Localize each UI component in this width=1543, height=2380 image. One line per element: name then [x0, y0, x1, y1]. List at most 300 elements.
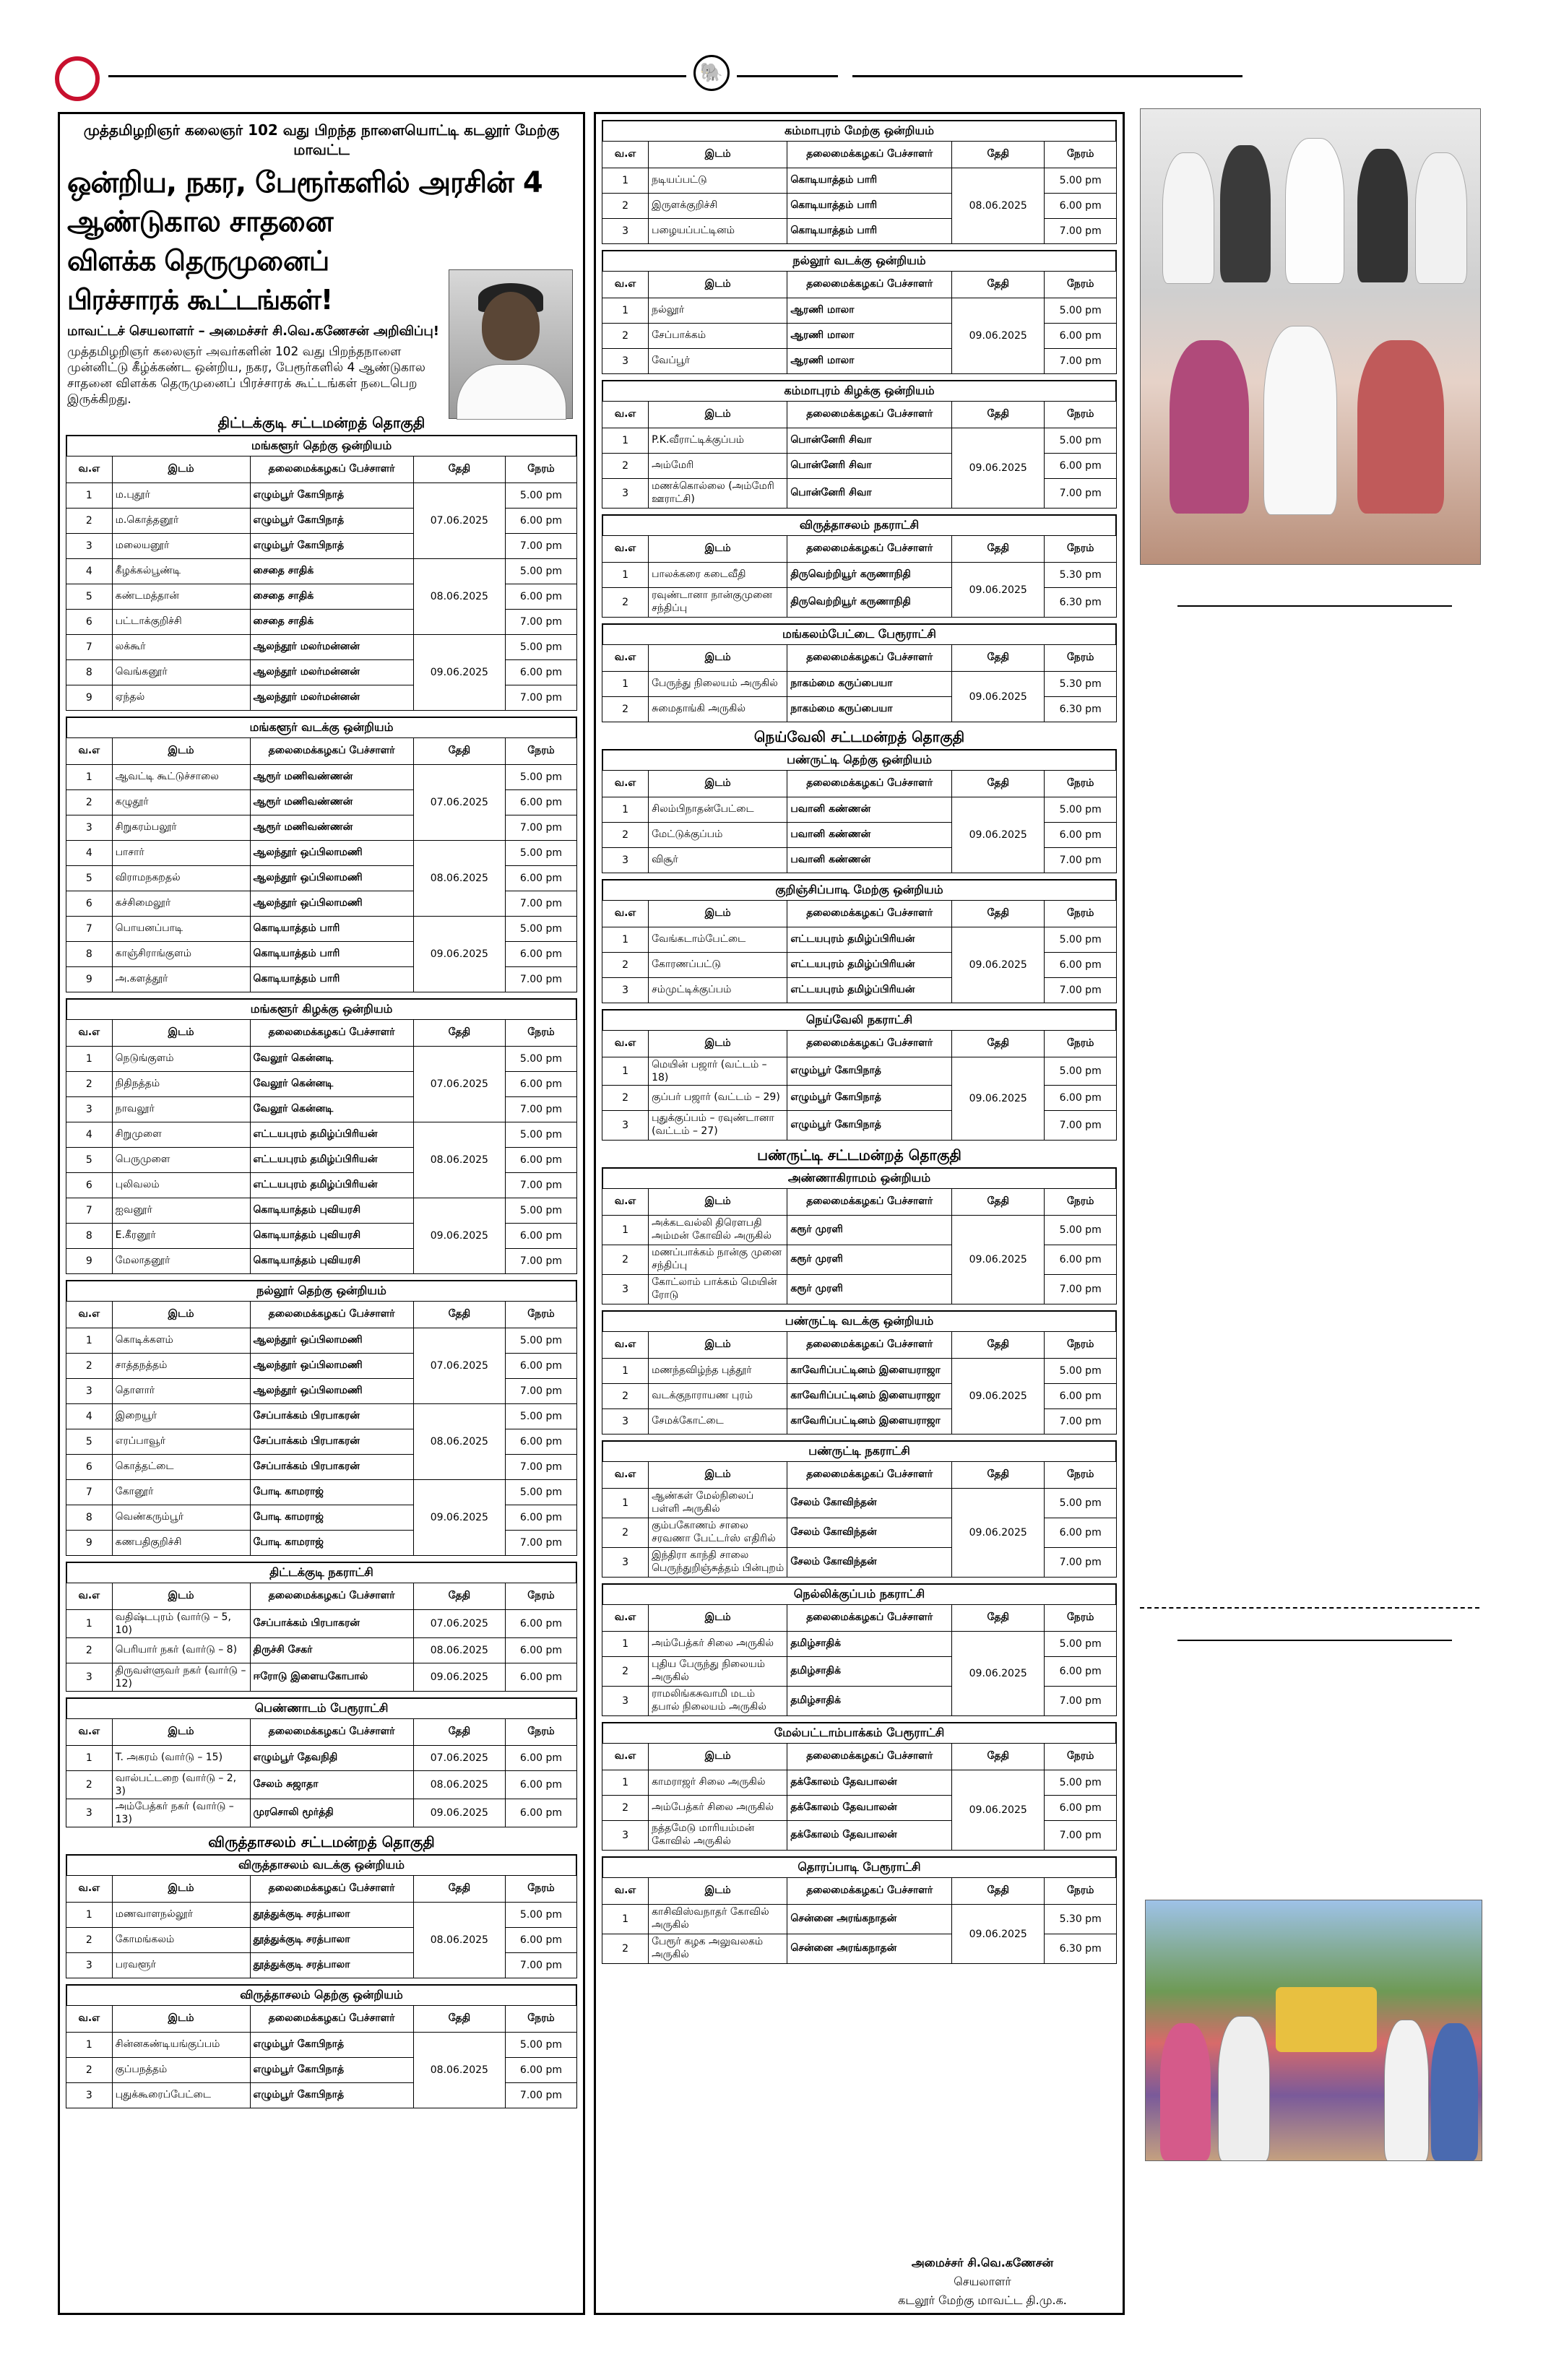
row-date: 09.06.2025 — [952, 1489, 1045, 1578]
row-time: 6.00 pm — [505, 1928, 576, 1953]
schedule-table — [66, 1301, 577, 1556]
row-place: பாலக்கரை கடைவீதி — [649, 563, 787, 588]
column-header-speaker: தலைமைக்கழகப் பேச்சாளர் — [787, 1744, 952, 1770]
column-header-place: இடம் — [649, 901, 787, 927]
column-header-no: வ.எ — [602, 1744, 649, 1770]
row-time: 5.00 pm — [1045, 927, 1117, 953]
row-speaker: சைதை சாதிக் — [250, 559, 413, 584]
schedule-block — [602, 1856, 1117, 1964]
row-place: சிலம்பிநாதன்பேட்டை — [649, 797, 787, 823]
row-place: கோரணப்பட்டு — [649, 953, 787, 978]
column-header-place: இடம் — [112, 1719, 250, 1746]
row-number: 4 — [66, 559, 113, 584]
row-time: 7.00 pm — [1045, 219, 1117, 244]
row-speaker: நாகம்மை கருப்பையா — [787, 697, 952, 722]
row-place: பேரூர் கழக அலுவலகம் அருகில் — [649, 1934, 787, 1964]
intro-text: முத்தமிழறிஞர் கலைஞர் அவர்களின் 102 வது பிறந்தநாளை முன்னிட்டு கீழ்க்கண்ட ஒன்றிய, நகர, பேரூர்களில் 4 ஆண்டுகால சாதனை விளக்க தெருமுனைப் பிரச்சாரக் கூட்டங்கள் நடைபெற இருக்கிறது. — [67, 345, 425, 407]
row-speaker: ஆலந்தூர் ஒப்பிலாமணி — [250, 1379, 413, 1404]
row-speaker: பொன்னேரி சிவா — [787, 454, 952, 479]
row-time: 6.00 pm — [1045, 454, 1117, 479]
schedule-table — [66, 2005, 577, 2108]
column-header-no: வ.எ — [602, 901, 649, 927]
row-time: 7.00 pm — [505, 685, 576, 711]
row-place: காஞ்சிராங்குளம் — [112, 942, 250, 967]
row-number: 5 — [66, 866, 113, 891]
row-time: 5.00 pm — [1045, 1216, 1117, 1245]
row-number: 6 — [66, 1173, 113, 1198]
row-place: மலையனூர் — [112, 534, 250, 559]
row-number: 1 — [602, 1057, 649, 1086]
column-header-place: இடம் — [112, 1876, 250, 1903]
table-row — [602, 428, 1117, 454]
row-place: இறையூர் — [112, 1404, 250, 1429]
row-speaker: வேலூர் கென்னடி — [250, 1047, 413, 1072]
schedule-block-title: நெல்லிக்குப்பம் நகராட்சி — [602, 1583, 1117, 1604]
row-time: 7.00 pm — [1045, 349, 1117, 374]
row-speaker: தக்கோலம் தேவபாலன் — [787, 1796, 952, 1821]
column-header-no: வ.எ — [66, 1719, 113, 1746]
row-number: 7 — [66, 635, 113, 660]
row-date: 09.06.2025 — [952, 563, 1045, 618]
row-number: 2 — [66, 1771, 113, 1799]
row-time: 6.00 pm — [505, 1354, 576, 1379]
schedule-block — [602, 1009, 1117, 1141]
row-speaker: கொடியாத்தம் புவியரசி — [250, 1198, 413, 1224]
row-place: வெண்கரும்பூர் — [112, 1505, 250, 1531]
row-date: 09.06.2025 — [952, 1216, 1045, 1304]
row-time: 5.00 pm — [505, 841, 576, 866]
column-header-time: நேரம் — [1045, 1031, 1117, 1057]
row-speaker: காவேரிப்பட்டினம் இளையராஜா — [787, 1409, 952, 1435]
row-place: கணபதிகுறிச்சி — [112, 1531, 250, 1556]
column-header-time: நேரம் — [1045, 771, 1117, 797]
row-speaker: எழும்பூர் கோபிநாத் — [250, 534, 413, 559]
table-header-row — [602, 272, 1117, 298]
column-header-place: இடம் — [649, 1031, 787, 1057]
row-place: T. அகரம் (வார்டு – 15) — [112, 1746, 250, 1771]
table-row — [66, 1047, 577, 1072]
row-speaker: ஆலந்தூர் ஒப்பிலாமணி — [250, 1354, 413, 1379]
schedule-block-title: அண்ணாகிராமம் ஒன்றியம் — [602, 1167, 1117, 1188]
row-number: 9 — [66, 967, 113, 992]
row-time: 6.00 pm — [1045, 823, 1117, 848]
column-header-place: இடம் — [649, 1189, 787, 1216]
row-place: காமராஜர் சிலை அருகில் — [649, 1770, 787, 1796]
schedule-block — [602, 749, 1117, 873]
table-row — [66, 1903, 577, 1928]
row-speaker: திருவெற்றியூர் கருணாநிதி — [787, 563, 952, 588]
row-number: 2 — [602, 1657, 649, 1687]
column-header-time: நேரம் — [505, 2006, 576, 2033]
row-place: புதிய பேருந்து நிலையம் அருகில் — [649, 1657, 787, 1687]
column-header-no: வ.எ — [66, 456, 113, 483]
row-time: 7.00 pm — [1045, 978, 1117, 1003]
row-speaker: தூத்துக்குடி சரத்பாலா — [250, 1953, 413, 1978]
row-place: லக்கூர் — [112, 635, 250, 660]
table-header-row — [602, 1878, 1117, 1905]
row-time: 5.30 pm — [1045, 672, 1117, 697]
row-number: 3 — [602, 479, 649, 509]
column-header-speaker: தலைமைக்கழகப் பேச்சாளர் — [787, 1031, 952, 1057]
row-number: 1 — [66, 1047, 113, 1072]
column-header-no: வ.எ — [602, 1189, 649, 1216]
row-time: 6.00 pm — [1045, 324, 1117, 349]
table-header-row — [602, 536, 1117, 563]
column-header-date: தேதி — [952, 645, 1045, 672]
row-place: நத்தமேடு மாரியம்மன் கோவில் அருகில் — [649, 1821, 787, 1851]
row-place: வால்பட்டறை (வார்டு – 2, 3) — [112, 1771, 250, 1799]
row-time: 7.00 pm — [505, 1455, 576, 1480]
row-date: 09.06.2025 — [413, 1663, 505, 1692]
row-place: பரவளூர் — [112, 1953, 250, 1978]
signature-name: அமைச்சர் சி.வெ.கணேசன் — [911, 2256, 1054, 2269]
column-header-date: தேதி — [952, 272, 1045, 298]
row-time: 5.00 pm — [505, 1328, 576, 1354]
row-number: 2 — [602, 1796, 649, 1821]
row-speaker: சேலம் சுஜாதா — [250, 1771, 413, 1799]
row-number: 4 — [66, 1404, 113, 1429]
schedule-table — [66, 737, 577, 992]
schedule-block-title: நல்லூர் வடக்கு ஒன்றியம் — [602, 250, 1117, 271]
row-number: 1 — [66, 765, 113, 790]
table-row — [602, 1632, 1117, 1657]
row-speaker: சேலம் கோவிந்தன் — [787, 1548, 952, 1578]
column-header-time: நேரம் — [1045, 402, 1117, 428]
row-number: 3 — [66, 1097, 113, 1122]
table-row — [602, 927, 1117, 953]
row-number: 3 — [66, 1379, 113, 1404]
row-place: புலிவலம் — [112, 1173, 250, 1198]
column-header-place: இடம் — [649, 536, 787, 563]
schedule-block — [66, 717, 577, 992]
table-row — [602, 298, 1117, 324]
row-speaker: பொன்னேரி சிவா — [787, 428, 952, 454]
schedule-block-title: விருத்தாசலம் வடக்கு ஒன்றியம் — [66, 1854, 577, 1875]
table-row — [602, 672, 1117, 697]
column-header-date: தேதி — [952, 771, 1045, 797]
row-speaker: ஆலந்தூர் ஒப்பிலாமணி — [250, 1328, 413, 1354]
table-header-row — [602, 901, 1117, 927]
column-header-no: வ.எ — [602, 536, 649, 563]
schedule-block — [602, 380, 1117, 509]
row-number: 2 — [602, 953, 649, 978]
row-time: 5.00 pm — [505, 635, 576, 660]
row-number: 1 — [602, 168, 649, 194]
table-row — [602, 563, 1117, 588]
row-number: 3 — [66, 2083, 113, 2108]
row-place: ஆண்கள் மேல்நிலைப் பள்ளி அருகில் — [649, 1489, 787, 1518]
row-date: 09.06.2025 — [952, 927, 1045, 1003]
schedule-table — [66, 1583, 577, 1692]
schedule-block-title: கம்மாபுரம் மேற்கு ஒன்றியம் — [602, 120, 1117, 141]
column-header-speaker: தலைமைக்கழகப் பேச்சாளர் — [250, 1020, 413, 1047]
row-number: 2 — [66, 1928, 113, 1953]
row-time: 6.00 pm — [505, 1799, 576, 1827]
row-speaker: கொடியாத்தம் புவியரசி — [250, 1224, 413, 1249]
row-place: கோமங்கலம் — [112, 1928, 250, 1953]
table-row — [602, 1359, 1117, 1384]
row-speaker: கரூர் முரளி — [787, 1216, 952, 1245]
row-speaker: கொடியாத்தம் பாரி — [787, 168, 952, 194]
headline-2: விளக்க தெருமுனைப் பிரச்சாரக் கூட்டங்கள்! — [67, 245, 333, 316]
right-dashed-rule — [1140, 1607, 1479, 1609]
row-time: 7.00 pm — [505, 1249, 576, 1274]
row-time: 7.00 pm — [1045, 1409, 1117, 1435]
row-place: சுமைதாங்கி அருகில் — [649, 697, 787, 722]
row-place: அ.களத்தூர் — [112, 967, 250, 992]
row-speaker: ஈரோடு இளையகோபால் — [250, 1663, 413, 1692]
column-header-place: இடம் — [649, 771, 787, 797]
row-speaker: கொடியாத்தம் பாரி — [787, 219, 952, 244]
row-number: 2 — [602, 194, 649, 219]
schedule-block-title: பண்ருட்டி தெற்கு ஒன்றியம் — [602, 749, 1117, 770]
schedule-table — [66, 1718, 577, 1827]
row-place: ஏந்தல் — [112, 685, 250, 711]
row-place: பெரியார் நகர் (வார்டு – 8) — [112, 1638, 250, 1663]
left-column — [58, 112, 585, 2315]
row-number: 2 — [602, 1245, 649, 1275]
row-time: 5.00 pm — [1045, 168, 1117, 194]
row-time: 6.00 pm — [505, 1148, 576, 1173]
column-header-place: இடம் — [649, 142, 787, 168]
row-number: 2 — [602, 1518, 649, 1548]
row-time: 6.00 pm — [1045, 1518, 1117, 1548]
table-header-row — [66, 1719, 577, 1746]
row-place: சின்னகண்டியங்குப்பம் — [112, 2033, 250, 2058]
row-speaker: சென்னை அரங்கநாதன் — [787, 1934, 952, 1964]
row-speaker: கொடியாத்தம் பாரி — [250, 917, 413, 942]
row-speaker: ஆரணி மாலா — [787, 349, 952, 374]
row-number: 4 — [66, 841, 113, 866]
row-time: 6.00 pm — [505, 942, 576, 967]
table-row — [602, 1216, 1117, 1245]
column-header-place: இடம் — [649, 645, 787, 672]
row-time: 7.00 pm — [505, 1173, 576, 1198]
column-header-date: தேதி — [952, 1189, 1045, 1216]
row-time: 6.00 pm — [505, 509, 576, 534]
row-place: மேலாதனூர் — [112, 1249, 250, 1274]
column-header-time: நேரம் — [505, 456, 576, 483]
row-time: 6.00 pm — [1045, 953, 1117, 978]
row-date: 08.06.2025 — [413, 1404, 505, 1480]
row-speaker: கொடியாத்தம் புவியரசி — [250, 1249, 413, 1274]
table-row — [66, 635, 577, 660]
schedule-block-title: மேல்பட்டாம்பாக்கம் பேரூராட்சி — [602, 1722, 1117, 1743]
elephant-emblem-icon: 🐘 — [693, 55, 730, 91]
row-place: கொத்தட்டை — [112, 1455, 250, 1480]
row-time: 6.00 pm — [505, 790, 576, 815]
row-place: ஆவட்டி கூட்டுச்சாலை — [112, 765, 250, 790]
row-number: 6 — [66, 1455, 113, 1480]
schedule-block-title: மங்களூர் வடக்கு ஒன்றியம் — [66, 717, 577, 737]
schedule-block — [602, 250, 1117, 374]
row-speaker: எழும்பூர் கோபிநாத் — [250, 2058, 413, 2083]
row-speaker: வேலூர் கென்னடி — [250, 1072, 413, 1097]
row-speaker: எழும்பூர் தேவநிதி — [250, 1746, 413, 1771]
row-number: 5 — [66, 1148, 113, 1173]
row-number: 2 — [602, 1384, 649, 1409]
row-date: 09.06.2025 — [952, 1632, 1045, 1716]
row-speaker: நாகம்மை கருப்பையா — [787, 672, 952, 697]
minister-portrait — [449, 269, 573, 419]
row-speaker: தமிழ்சாதிக் — [787, 1632, 952, 1657]
row-time: 7.00 pm — [1045, 1548, 1117, 1578]
row-place: சம்முட்டிக்குப்பம் — [649, 978, 787, 1003]
row-speaker: ஆலந்தூர் மலர்மன்னன் — [250, 635, 413, 660]
row-speaker: தமிழ்சாதிக் — [787, 1687, 952, 1716]
schedule-table — [602, 770, 1117, 873]
column-header-date: தேதி — [413, 1876, 505, 1903]
right-rule-1 — [1177, 605, 1452, 607]
signature-role: செயலாளர் — [954, 2275, 1011, 2288]
byline: மாவட்டச் செயலாளர் – அமைச்சர் சி.வெ.கணேசன் அறிவிப்பு! — [67, 324, 439, 339]
row-speaker: ஆலந்தூர் ஒப்பிலாமணி — [250, 891, 413, 917]
row-time: 5.00 pm — [1045, 1770, 1117, 1796]
row-place: நடியப்பட்டு — [649, 168, 787, 194]
row-date: 09.06.2025 — [413, 635, 505, 711]
row-place: P.K.வீராட்டிக்குப்பம் — [649, 428, 787, 454]
row-number: 8 — [66, 1224, 113, 1249]
column-header-date: தேதி — [952, 1462, 1045, 1489]
row-time: 5.00 pm — [505, 559, 576, 584]
row-speaker: ஆலந்தூர் மலர்மன்னன் — [250, 660, 413, 685]
column-header-time: நேரம் — [1045, 1605, 1117, 1632]
column-header-speaker: தலைமைக்கழகப் பேச்சாளர் — [250, 1302, 413, 1328]
row-place: கண்டமத்தான் — [112, 584, 250, 610]
column-header-time: நேரம் — [1045, 1878, 1117, 1905]
row-number: 3 — [66, 1799, 113, 1827]
row-time: 5.30 pm — [1045, 1905, 1117, 1934]
row-speaker: வேலூர் கென்னடி — [250, 1097, 413, 1122]
row-speaker: சேலம் கோவிந்தன் — [787, 1518, 952, 1548]
row-number: 3 — [602, 1111, 649, 1141]
column-header-time: நேரம் — [1045, 1462, 1117, 1489]
row-time: 7.00 pm — [1045, 1275, 1117, 1304]
schedule-block — [602, 879, 1117, 1003]
row-speaker: எழும்பூர் கோபிநாத் — [787, 1111, 952, 1141]
schedule-block-title: தொரப்பாடி பேரூராட்சி — [602, 1856, 1117, 1877]
row-number: 2 — [66, 2058, 113, 2083]
row-number: 1 — [602, 298, 649, 324]
schedule-block-title: மங்கலம்பேட்டை பேரூராட்சி — [602, 623, 1117, 644]
row-speaker: தமிழ்சாதிக் — [787, 1657, 952, 1687]
schedule-block — [602, 1167, 1117, 1304]
row-speaker: எட்டயபுரம் தமிழ்ப்பிரியன் — [250, 1122, 413, 1148]
row-time: 6.00 pm — [505, 1638, 576, 1663]
row-number: 9 — [66, 1249, 113, 1274]
constituency-title-virudhachalam: விருத்தாசலம் சட்டமன்றத் தொகுதி — [208, 1833, 435, 1851]
column-header-speaker: தலைமைக்கழகப் பேச்சாளர் — [787, 771, 952, 797]
row-time: 7.00 pm — [1045, 1821, 1117, 1851]
table-header-row — [602, 142, 1117, 168]
table-header-row — [66, 1302, 577, 1328]
schedule-block-title: விருத்தாசலம் தெற்கு ஒன்றியம் — [66, 1984, 577, 2005]
middle-column — [594, 112, 1125, 2315]
row-date: 07.06.2025 — [413, 1746, 505, 1771]
column-header-no: வ.எ — [602, 1878, 649, 1905]
row-number: 1 — [66, 1746, 113, 1771]
column-header-speaker: தலைமைக்கழகப் பேச்சாளர் — [787, 272, 952, 298]
schedule-table — [602, 535, 1117, 618]
row-speaker: எழும்பூர் கோபிநாத் — [250, 483, 413, 509]
row-time: 6.00 pm — [505, 1610, 576, 1638]
table-row — [602, 168, 1117, 194]
row-speaker: எட்டயபுரம் தமிழ்ப்பிரியன் — [787, 953, 952, 978]
row-place: ம.கொத்தனூர் — [112, 509, 250, 534]
table-row — [66, 1610, 577, 1638]
table-row — [66, 1328, 577, 1354]
row-time: 7.00 pm — [505, 1097, 576, 1122]
row-place: அம்மேரி — [649, 454, 787, 479]
table-row — [66, 1480, 577, 1505]
table-row — [66, 1771, 577, 1799]
row-number: 9 — [66, 1531, 113, 1556]
column-header-no: வ.எ — [66, 738, 113, 765]
row-number: 3 — [66, 534, 113, 559]
table-header-row — [602, 1189, 1117, 1216]
column-header-speaker: தலைமைக்கழகப் பேச்சாளர் — [787, 142, 952, 168]
row-number: 1 — [602, 428, 649, 454]
row-number: 8 — [66, 942, 113, 967]
row-speaker: போடி காமராஜ் — [250, 1480, 413, 1505]
schedule-block — [66, 1854, 577, 1978]
column-header-place: இடம் — [649, 1878, 787, 1905]
row-speaker: எழும்பூர் கோபிநாத் — [250, 2083, 413, 2108]
row-number: 1 — [602, 1359, 649, 1384]
row-number: 3 — [602, 1821, 649, 1851]
column-header-date: தேதி — [413, 1302, 505, 1328]
column-header-time: நேரம் — [505, 1719, 576, 1746]
schedule-table — [602, 401, 1117, 509]
row-number: 2 — [602, 454, 649, 479]
column-header-date: தேதி — [413, 1583, 505, 1610]
row-speaker: சேப்பாக்கம் பிரபாகரன் — [250, 1429, 413, 1455]
schedule-block-title: பண்ருட்டி வடக்கு ஒன்றியம் — [602, 1310, 1117, 1331]
row-time: 7.00 pm — [1045, 1687, 1117, 1716]
row-place: அம்பேத்கர் நகர் (வார்டு – 13) — [112, 1799, 250, 1827]
column-header-time: நேரம் — [1045, 645, 1117, 672]
row-date: 07.06.2025 — [413, 1047, 505, 1122]
row-time: 6.00 pm — [505, 2058, 576, 2083]
table-row — [66, 841, 577, 866]
table-row — [66, 1663, 577, 1692]
table-header-row — [602, 1744, 1117, 1770]
row-place: அம்பேத்கர் சிலை அருகில் — [649, 1632, 787, 1657]
row-number: 4 — [66, 1122, 113, 1148]
row-speaker: போடி காமராஜ் — [250, 1505, 413, 1531]
row-date: 07.06.2025 — [413, 1610, 505, 1638]
row-date: 08.06.2025 — [413, 841, 505, 917]
row-speaker: பொன்னேரி சிவா — [787, 479, 952, 509]
row-place: பெருமுளை — [112, 1148, 250, 1173]
table-row — [66, 1799, 577, 1827]
schedule-table — [602, 1604, 1117, 1716]
schedule-block-title: பெண்ணாடம் பேரூராட்சி — [66, 1697, 577, 1718]
column-header-speaker: தலைமைக்கழகப் பேச்சாளர் — [787, 1878, 952, 1905]
row-time: 6.00 pm — [505, 1771, 576, 1799]
table-row — [602, 1057, 1117, 1086]
row-speaker: தூத்துக்குடி சரத்பாலா — [250, 1928, 413, 1953]
constituency-title-tittakudi: திட்டக்குடி சட்டமன்றத் தொகுதி — [217, 414, 425, 431]
column-header-no: வ.எ — [66, 1876, 113, 1903]
row-time: 7.00 pm — [505, 1531, 576, 1556]
column-header-time: நேரம் — [1045, 142, 1117, 168]
row-number: 8 — [66, 660, 113, 685]
row-place: பழையப்பட்டினம் — [649, 219, 787, 244]
schedule-table — [602, 141, 1117, 244]
row-place: குப்பர் பஜார் (வட்டம் – 29) — [649, 1086, 787, 1111]
column-header-speaker: தலைமைக்கழகப் பேச்சாளர் — [787, 1605, 952, 1632]
